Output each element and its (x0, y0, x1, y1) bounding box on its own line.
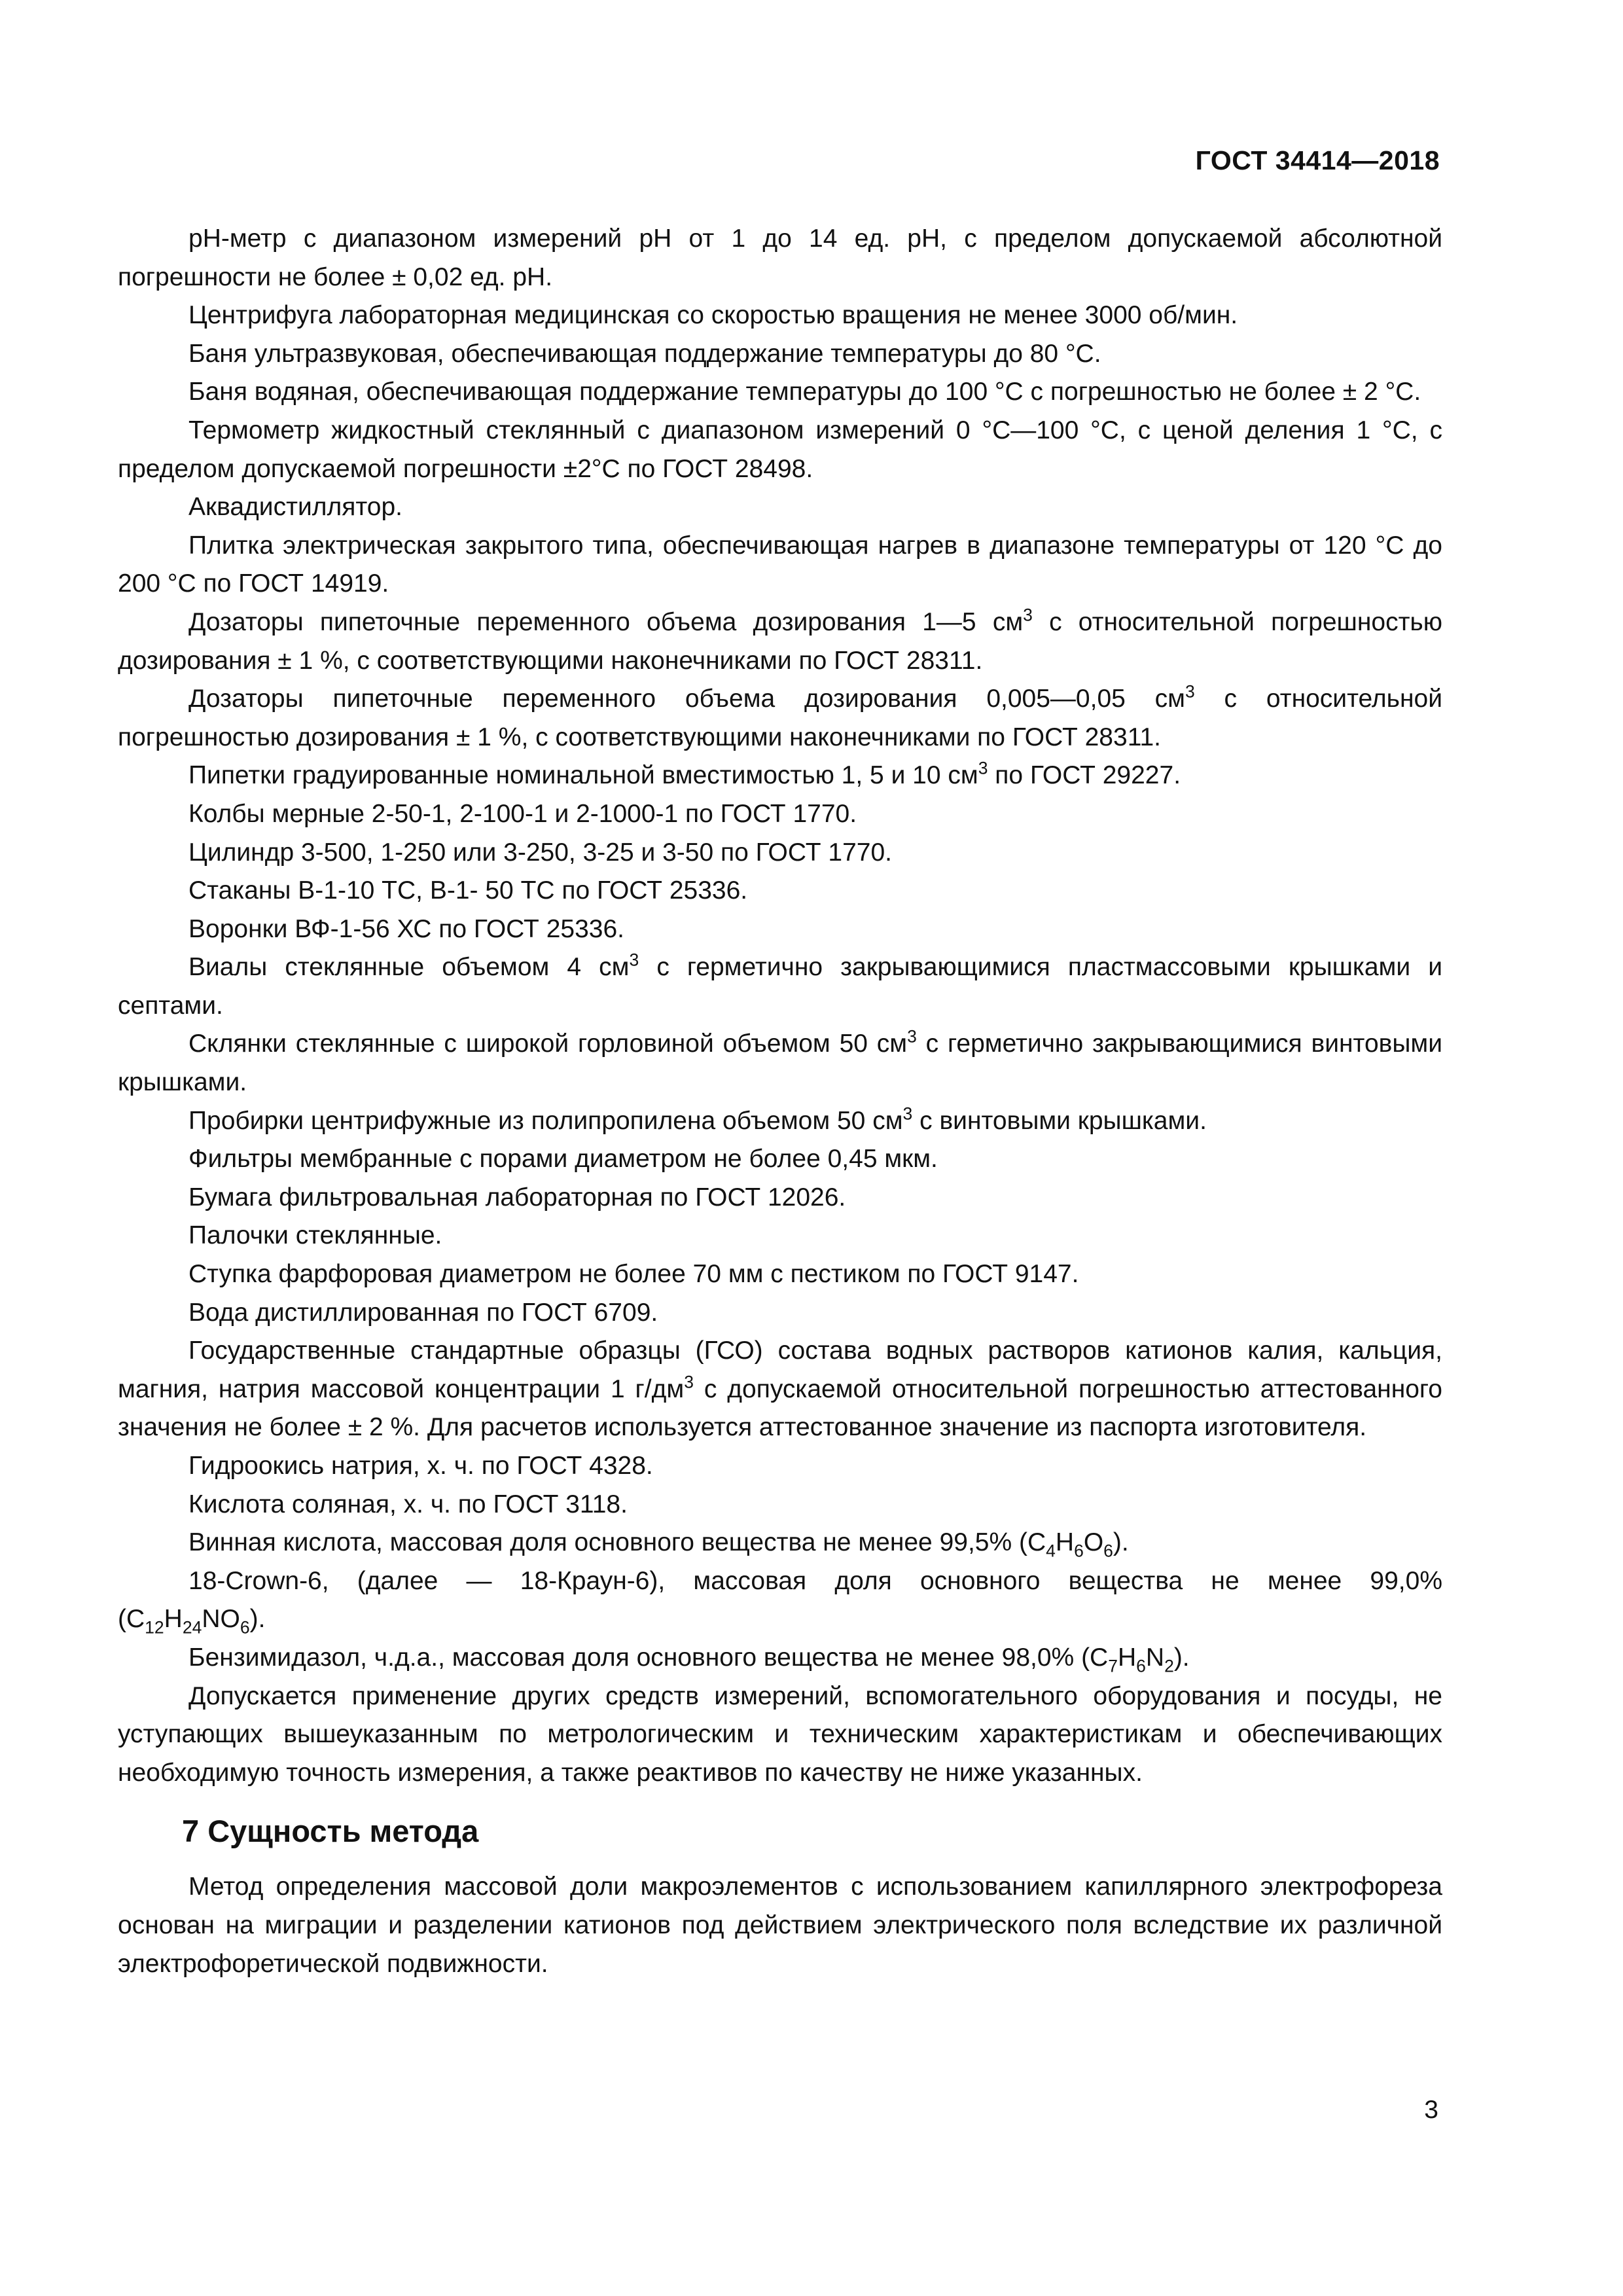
paragraph-benzimidazole: Бензимидазол, ч.д.а., массовая доля основного вещества не менее 98,0% $(С_7Н_6N_2)$. (188, 1643, 1190, 1676)
paragraph-distilled-water: Вода дистиллированная по ГОСТ 6709. (188, 1298, 658, 1327)
paragraph-hot-plate: Плитка электрическая закрытого типа, обеспечивающая нагрев в диапазоне температуры от 120 °С до 200 °С по ГОСТ 14919. (118, 531, 1442, 598)
paragraph-method-essence: Метод определения массовой доли макроэлементов с использованием капиллярного электрофореза основан на миграции и разделении катионов под действием электрического поля вследствие их различной электрофоретической подвижности. (118, 1873, 1442, 1978)
paragraph-membrane-filters: Фильтры мембранные с порами диаметром не более 0,45 мкм. (188, 1145, 938, 1174)
paragraph-hydrochloric-acid: Кислота соляная, х. ч. по ГОСТ 3118. (188, 1490, 628, 1518)
paragraph-vials: Виалы стеклянные объемом 4 $см^3$ с герметично закрывающимися пластмассовыми крышками и септами. (118, 950, 1442, 1020)
paragraph-alternatives-allowed: Допускается применение других средств измерений, вспомогательного оборудования и посуды, не уступающих вышеуказанным по метрологическим и техническим характеристикам и обеспечивающих необходимую точность измерения, а также реактивов по качеству не ниже указанных. (118, 1681, 1442, 1787)
paragraph-flasks: Колбы мерные 2-50-1, 2-100-1 и 2-1000-1 по ГОСТ 1770. (188, 799, 857, 828)
paragraph-dispensers-1-5: Дозаторы пипеточные переменного объема дозирования 1—5 $см^3$ с относительной погрешностью дозирования ± 1 %, с соответствующими наконечниками по ГОСТ 28311. (118, 605, 1442, 675)
paragraph-tartaric-acid: Винная кислота, массовая доля основного вещества не менее 99,5% $(С_4Н_6О_6)$. (188, 1528, 1129, 1561)
paragraph-cylinders: Цилиндр 3-500, 1-250 или 3-250, 3-25 и 3-50 по ГОСТ 1770. (188, 838, 893, 867)
paragraph-mortar: Ступка фарфоровая диаметром не более 70 мм с пестиком по ГОСТ 9147. (188, 1260, 1079, 1289)
paragraph-reference-samples: Государственные стандартные образцы (ГСО) состава водных растворов катионов калия, кальция, магния, натрия массовой концентрации 1 $г/дм^3$ с допускаемой относительной погрешностью аттестованного значения не более ± 2 %. Для расчетов используется аттестованное значение из паспорта изготовителя. (118, 1336, 1442, 1442)
paragraph-ph-meter: pH-метр с диапазоном измерений pH от 1 до 14 ед. pH, с пределом допускаемой абсолютной погрешности не более ± 0,02 ед. pH. (118, 224, 1442, 291)
paragraph-beakers: Стаканы В-1-10 ТС, В-1- 50 ТС по ГОСТ 25336. (188, 876, 748, 905)
page-number: 3 (1424, 2096, 1438, 2124)
paragraph-filter-paper: Бумага фильтровальная лабораторная по ГОСТ 12026. (188, 1183, 846, 1211)
paragraph-aquadistiller: Аквадистиллятор. (188, 493, 403, 522)
paragraph-crown-ether: 18-Crown-6, (далее — 18-Краун-6), массовая доля основного вещества не менее 99,0% (188, 1566, 1442, 1595)
paragraph-crown-ether-formula: $(С_{12}Н_{24}NO_6)$. (118, 1605, 266, 1638)
paragraph-dispensers-0005-005: Дозаторы пипеточные переменного объема дозирования 0,005—0,05 $см^3$ с относительной погрешностью дозирования ± 1 %, с соответствующими наконечниками по ГОСТ 28311. (118, 681, 1442, 751)
document-body (118, 220, 1442, 1983)
document-header: ГОСТ 34414—2018 (1195, 145, 1440, 175)
paragraph-centrifuge: Центрифуга лабораторная медицинская со скоростью вращения не менее 3000 об/мин. (188, 301, 1238, 330)
section-7-heading: 7 Сущность метода (182, 1814, 479, 1849)
paragraph-sodium-hydroxide: Гидроокись натрия, х. ч. по ГОСТ 4328. (188, 1452, 653, 1480)
paragraph-glass-rods: Палочки стеклянные. (188, 1221, 442, 1250)
paragraph-ultrasonic-bath: Баня ультразвуковая, обеспечивающая поддержание температуры до 80 °С. (188, 339, 1101, 368)
paragraph-centrifuge-tubes: Пробирки центрифужные из полипропилена объемом 50 $см^3$ с винтовыми крышками. (188, 1103, 1207, 1135)
paragraph-thermometer: Термометр жидкостный стеклянный с диапазоном измерений 0 °С—100 °С, с ценой деления 1 °С, с пределом допускаемой погрешности ±2°С по ГОСТ 28498. (118, 416, 1442, 483)
paragraph-water-bath: Баня водяная, обеспечивающая поддержание температуры до 100 °С с погрешностью не более ± 2 °С. (188, 378, 1421, 406)
paragraph-jars: Склянки стеклянные с широкой горловиной объемом 50 $см^3$ с герметично закрывающимися винтовыми крышками. (118, 1026, 1442, 1097)
paragraph-pipettes: Пипетки градуированные номинальной вместимостью 1, 5 и 10 $см^3$ по ГОСТ 29227. (188, 758, 1181, 790)
paragraph-funnels: Воронки ВФ-1-56 ХС по ГОСТ 25336. (188, 914, 624, 943)
